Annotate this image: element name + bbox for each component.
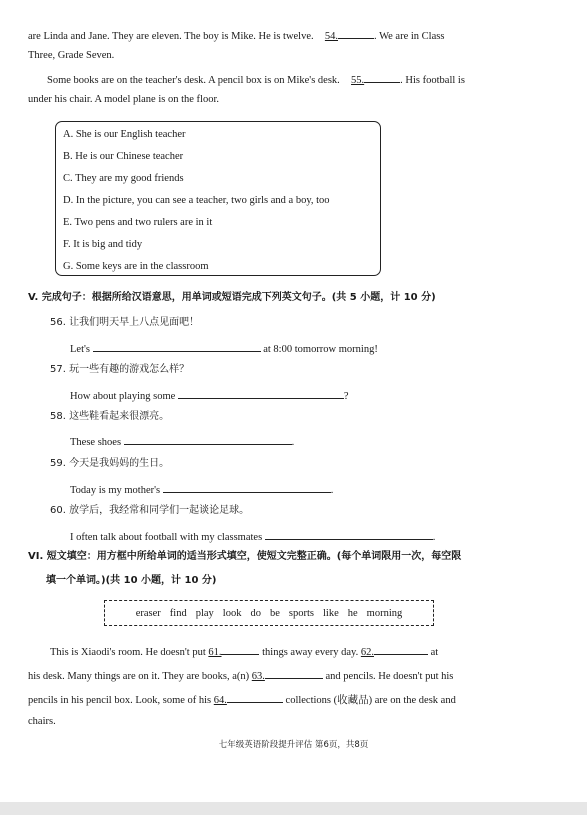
passage-line-3 <box>47 71 559 88</box>
question-chinese: 今天是我妈妈的生日。 <box>69 458 170 469</box>
question-60-cn <box>50 504 559 518</box>
passage-text: things away every day. <box>262 647 359 658</box>
answer-blank-64[interactable] <box>227 691 283 703</box>
question-chinese: 放学后，我经常和同学们一起谈论足球。 <box>69 505 250 516</box>
passage-text: pencils in his pencil box. Look, some of his <box>28 695 212 706</box>
word-bank-item: find <box>169 607 187 619</box>
passage-line-1 <box>28 27 559 44</box>
answer-blank-62[interactable] <box>374 643 428 655</box>
answer-blank-55[interactable] <box>364 71 400 83</box>
sentence-start: How about playing some <box>70 391 176 402</box>
section-6-title-line-1: VI. 短文填空：用方框中所给单词的适当形式填空，使短文完整正确。(每个单词限用一次，每空限 <box>28 551 462 562</box>
word-bank-item: like <box>322 607 339 619</box>
option-c: C. They are my good friends <box>63 173 184 184</box>
question-59-en <box>70 481 559 498</box>
section-6-title-line-2: 填一个单词。)(共 10 小题，计 10 分) <box>46 575 217 586</box>
word-bank-item: sports <box>288 607 314 619</box>
passage-line-2: Three, Grade Seven. <box>28 50 115 61</box>
options-box <box>55 121 381 276</box>
question-58-cn <box>50 410 559 424</box>
page-footer: 七年级英语阶段提升评估 第6页，共8页 <box>218 740 369 750</box>
passage-2-line-4: chairs. <box>28 716 56 727</box>
blank-number: 55. <box>351 75 365 86</box>
word-bank-item: he <box>347 607 358 619</box>
question-58-en <box>70 433 559 450</box>
sentence-start: Today is my mother's <box>70 485 161 496</box>
answer-blank-61[interactable] <box>221 643 259 655</box>
word-bank-item: be <box>269 607 280 619</box>
sentence-start: These shoes <box>70 437 122 448</box>
blank-number: 64. <box>213 695 227 706</box>
question-number: 57. <box>50 364 66 375</box>
sentence-end: at 8:00 tomorrow morning! <box>263 344 378 355</box>
option-a: A. She is our English teacher <box>63 129 186 140</box>
question-number: 60. <box>50 505 66 516</box>
word-bank-item: do <box>250 607 261 619</box>
blank-number: 61. <box>208 647 222 658</box>
passage-text: collections (收藏品) are on the desk and <box>285 695 456 706</box>
option-f: F. It is big and tidy <box>63 239 143 250</box>
question-number: 59. <box>50 458 66 469</box>
question-chinese: 让我们明天早上八点见面吧！ <box>69 317 200 328</box>
option-g: G. Some keys are in the classroom <box>63 261 209 272</box>
question-56-en <box>70 340 559 357</box>
passage-text: This is Xiaodi's room. He doesn't put <box>50 647 206 658</box>
question-number: 56. <box>50 317 66 328</box>
sentence-end: . <box>291 437 295 448</box>
question-57-en <box>70 387 559 404</box>
word-bank-item: play <box>195 607 214 619</box>
passage-2-line-2 <box>28 667 559 684</box>
word-bank-item: look <box>222 607 242 619</box>
word-bank-item: morning <box>366 607 403 619</box>
passage-text: are Linda and Jane. They are eleven. The boy is Mike. He is twelve. <box>28 31 314 42</box>
question-59-cn <box>50 457 559 471</box>
answer-blank-59[interactable] <box>163 481 331 493</box>
option-e: E. Two pens and two rulers are in it <box>63 217 213 228</box>
passage-text: and pencils. He doesn't put his <box>325 671 454 682</box>
question-57-cn <box>50 363 559 377</box>
passage-2-line-3 <box>28 691 559 708</box>
sentence-end: . <box>432 532 436 543</box>
passage-2-line-1 <box>50 643 559 660</box>
question-number: 58. <box>50 411 66 422</box>
answer-blank-57[interactable] <box>178 387 344 399</box>
question-chinese: 这些鞋看起来很漂亮。 <box>69 411 170 422</box>
answer-blank-63[interactable] <box>265 667 323 679</box>
passage-text: . His football is <box>400 75 465 86</box>
sentence-start: Let's <box>70 344 90 355</box>
section-5-title: V. 完成句子：根据所给汉语意思，用单词或短语完成下列英文句子。(共 5 小题，计 10 分) <box>28 292 436 303</box>
answer-blank-56[interactable] <box>93 340 261 352</box>
sentence-start: I often talk about football with my classmates <box>70 532 263 543</box>
answer-blank-58[interactable] <box>124 433 292 445</box>
passage-text: at <box>430 647 439 658</box>
option-b: B. He is our Chinese teacher <box>63 151 184 162</box>
blank-number: 54. <box>324 31 339 42</box>
answer-blank-54[interactable] <box>338 27 374 39</box>
blank-number: 62. <box>360 647 374 658</box>
question-60-en <box>70 528 559 545</box>
passage-line-4: under his chair. A model plane is on the floor. <box>28 94 220 105</box>
word-bank-box <box>104 600 434 626</box>
passage-text: Some books are on the teacher's desk. A pencil box is on Mike's desk. <box>47 75 340 86</box>
sentence-end: . <box>330 485 334 496</box>
passage-text: . We are in Class <box>374 31 445 42</box>
option-d: D. In the picture, you can see a teacher, two girls and a boy, too <box>63 195 330 206</box>
question-56-cn <box>50 316 559 330</box>
passage-text: his desk. Many things are on it. They are books, a(n) <box>28 671 250 682</box>
bottom-scroll-bar[interactable] <box>0 802 587 815</box>
question-chinese: 玩一些有趣的游戏怎么样？ <box>69 364 190 375</box>
blank-number: 63. <box>251 671 265 682</box>
sentence-end: ? <box>343 391 349 402</box>
answer-blank-60[interactable] <box>265 528 433 540</box>
word-bank-item: eraser <box>135 607 161 619</box>
